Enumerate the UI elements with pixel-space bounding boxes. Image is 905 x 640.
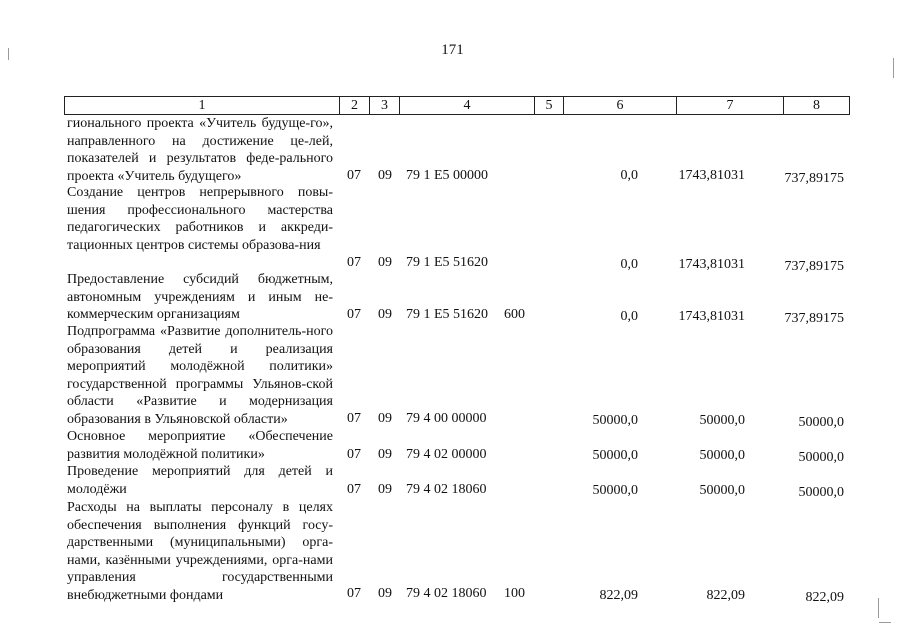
row-expense-type: 100 [504,586,525,601]
row-section-code: 07 [347,586,361,601]
row-section-code: 07 [347,168,361,183]
row-amount-col8: 50000,0 [798,415,844,430]
row-target-article: 79 4 02 00000 [406,447,487,462]
row-description: Подпрограмма «Развитие дополнитель-ного образования детей и реализация мероприятий молодёжной политики» государственной программы Ульянов-ской области «Развитие и модернизация образования в Ульяновской области» [67,324,333,427]
column-header-row [64,96,850,115]
row-amount-col6: 0,0 [620,257,638,272]
column-header-8: 8 [784,97,850,115]
row-section-code: 07 [347,482,361,497]
row-target-article: 79 4 02 18060 [406,586,487,601]
row-amount-col6: 0,0 [620,168,638,183]
row-section-code: 07 [347,411,361,426]
row-description: Проведение мероприятий для детей и молодёжи [67,464,333,497]
row-description: гионального проекта «Учитель будуще-го», направленного на достижение це-лей, показателей и результатов феде-рального проекта «Учитель будущего» [67,116,333,184]
column-header-2: 2 [340,97,370,115]
row-description: Создание центров непрерывного повы-шения профессионального мастерства педагогических работников и аккреди-тационных центров системы образова-ния [67,185,333,253]
row-target-article: 79 1 E5 51620 [406,255,489,270]
row-amount-col8: 737,89175 [784,259,844,274]
column-header-6: 6 [564,97,677,115]
row-amount-col7: 50000,0 [699,448,745,463]
row-amount-col7: 1743,81031 [678,309,745,324]
row-amount-col6: 0,0 [620,309,638,324]
column-header-5: 5 [535,97,564,115]
column-header-7: 7 [677,97,784,115]
scan-edge-mark [8,48,9,60]
row-target-article: 79 4 02 18060 [406,482,487,497]
row-subsection-code: 09 [378,586,392,601]
row-amount-col8: 737,89175 [784,171,844,186]
row-amount-col7: 1743,81031 [678,168,745,183]
column-header-1: 1 [65,97,340,115]
row-section-code: 07 [347,447,361,462]
row-expense-type: 600 [504,307,525,322]
row-description: Расходы на выплаты персоналу в целях обеспечения выполнения функций госу-дарственными (муниципальными) орга-нами, казёнными учреждениями, орга-нами управления государственными внебюджетными фондами [67,500,333,603]
row-subsection-code: 09 [378,255,392,270]
row-subsection-code: 09 [378,447,392,462]
row-target-article: 79 1 E5 00000 [406,168,489,183]
scan-edge-mark [878,598,879,618]
row-subsection-code: 09 [378,411,392,426]
row-target-article: 79 1 E5 51620 [406,307,489,322]
row-amount-col8: 737,89175 [784,311,844,326]
row-amount-col6: 50000,0 [592,448,638,463]
row-amount-col6: 822,09 [599,588,638,603]
scan-edge-mark [879,622,891,623]
row-subsection-code: 09 [378,482,392,497]
row-amount-col7: 50000,0 [699,483,745,498]
row-section-code: 07 [347,307,361,322]
row-amount-col7: 50000,0 [699,413,745,428]
column-header-3: 3 [370,97,400,115]
scan-edge-mark [893,58,894,78]
row-amount-col8: 822,09 [805,590,844,605]
page-number: 171 [441,42,464,58]
row-amount-col8: 50000,0 [798,485,844,500]
row-target-article: 79 4 00 00000 [406,411,487,426]
row-amount-col6: 50000,0 [592,413,638,428]
row-section-code: 07 [347,255,361,270]
row-amount-col7: 822,09 [706,588,745,603]
column-header-4: 4 [400,97,535,115]
row-subsection-code: 09 [378,168,392,183]
row-amount-col7: 1743,81031 [678,257,745,272]
row-amount-col6: 50000,0 [592,483,638,498]
row-subsection-code: 09 [378,307,392,322]
row-amount-col8: 50000,0 [798,450,844,465]
row-description: Основное мероприятие «Обеспечение развития молодёжной политики» [67,429,333,462]
row-description: Предоставление субсидий бюджетным, автономным учреждениям и иным не-коммерческим организациям [67,272,333,322]
